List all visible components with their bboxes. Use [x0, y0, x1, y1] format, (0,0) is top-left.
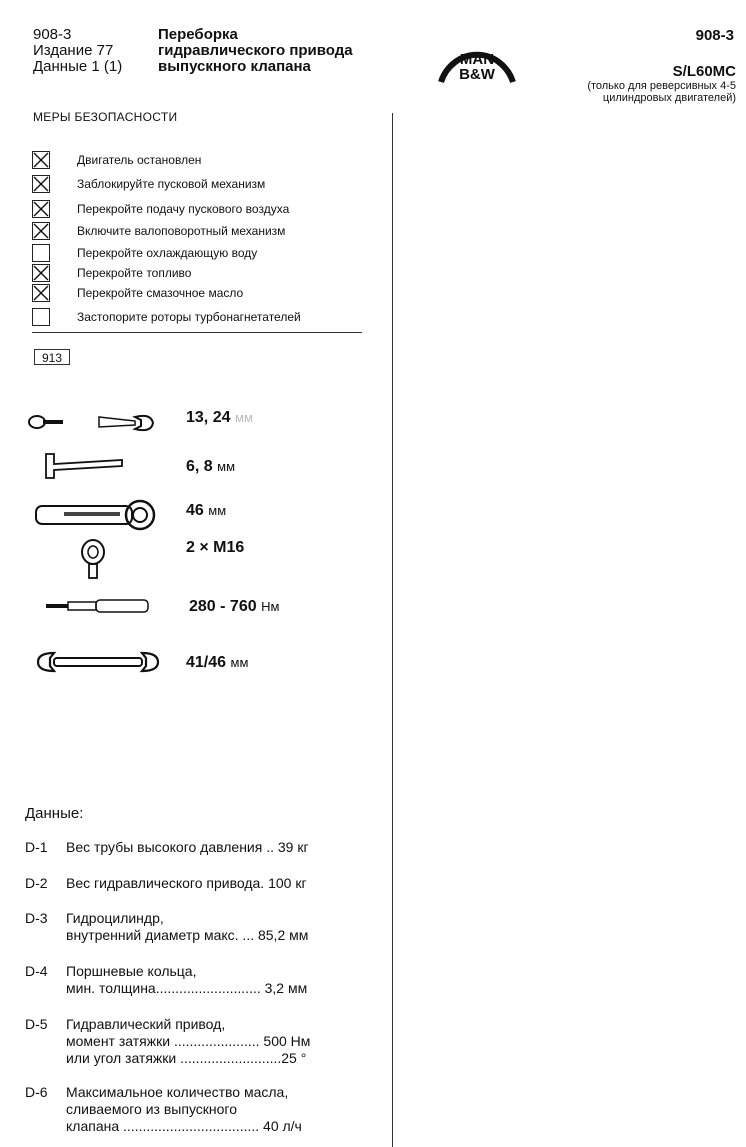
check-x-icon [33, 152, 49, 168]
data-row [25, 839, 365, 856]
data-row [25, 910, 365, 944]
safety-item-label: Перекройте охлаждающую воду [77, 246, 258, 260]
tool-value: 6, 8 [186, 458, 213, 475]
tool-unit: Нм [261, 599, 280, 614]
safety-item [32, 263, 191, 283]
engine-model: S/L60MC [672, 63, 736, 80]
title-line-1: Переборка [158, 26, 238, 43]
page-title [158, 27, 353, 75]
checkbox[interactable] [32, 200, 50, 218]
tool-unit: мм [230, 655, 249, 670]
data-text: Гидравлический привод, момент затяжки ...................... 500 Нм или угол затяжки ..........................25 ° [66, 1016, 311, 1066]
torque-wrench-icon [44, 597, 152, 620]
safety-item-label: Заблокируйте пусковой механизм [77, 177, 266, 191]
man-bw-logo [433, 30, 521, 90]
tool-spec [186, 458, 235, 476]
tool-value: 41/46 [186, 654, 227, 671]
safety-item [32, 199, 289, 219]
data-code: D-3 [25, 910, 48, 926]
section-divider [32, 332, 362, 333]
model-note-line-1: (только для реверсивных 4-5 [587, 80, 736, 92]
check-x-icon [33, 265, 49, 281]
check-x-icon [33, 176, 49, 192]
data-text: Максимальное количество масла, сливаемого из выпускного клапана ................................... 40 л/ч [66, 1084, 302, 1134]
data-row [25, 1084, 365, 1135]
eye-bolt-icon [80, 538, 106, 587]
tool-unit: мм [217, 459, 236, 474]
checkbox[interactable] [32, 175, 50, 193]
safety-item [32, 243, 257, 263]
ring-spanner-icon [34, 498, 158, 537]
check-x-icon [33, 285, 49, 301]
safety-item-label: Перекройте подачу пускового воздуха [77, 202, 290, 216]
tool-value: 13, 24 [186, 409, 231, 426]
tool-spec [186, 409, 253, 427]
tool-unit: мм [234, 410, 253, 425]
tool-spec [186, 502, 226, 520]
tool-unit: мм [208, 503, 227, 518]
hex-key-icon [42, 450, 126, 487]
safety-item-label: Двигатель остановлен [77, 153, 202, 167]
logo-text-man: MAN [459, 51, 495, 68]
tool-spec [186, 539, 244, 557]
safety-item [32, 174, 265, 194]
doc-info-number: 908-3 [33, 26, 72, 43]
title-line-2: гидравлического привода [158, 42, 353, 59]
model-note-line-2: цилиндровых двигателей) [602, 92, 736, 104]
checkbox[interactable] [32, 308, 50, 326]
safety-item [32, 307, 301, 327]
tool-spec [186, 654, 248, 672]
data-text: Вес трубы высокого давления .. 39 кг [66, 839, 309, 855]
safety-item-label: Включите валоповоротный механизм [77, 224, 286, 238]
logo-text-bw: B&W [459, 66, 495, 83]
safety-title: МЕРЫ БЕЗОПАСНОСТИ [33, 110, 178, 124]
tool-spec [189, 598, 279, 616]
tool-reference-tag: 913 [34, 349, 70, 365]
checkbox[interactable] [32, 284, 50, 302]
checkbox[interactable] [32, 222, 50, 240]
data-row [25, 963, 365, 997]
check-x-icon [33, 223, 49, 239]
check-x-icon [33, 201, 49, 217]
data-code: D-6 [25, 1084, 48, 1100]
checkbox[interactable] [32, 151, 50, 169]
title-line-3: выпускного клапана [158, 58, 311, 75]
data-code: D-2 [25, 875, 48, 891]
document-info [33, 27, 122, 75]
column-divider [392, 113, 393, 1147]
data-title: Данные: [25, 805, 84, 822]
checkbox[interactable] [32, 264, 50, 282]
data-row [25, 1016, 365, 1067]
doc-number: 908-3 [695, 27, 734, 44]
doc-info-edition: Издание 77 [33, 42, 114, 59]
tool-value: 280 - 760 [189, 598, 257, 615]
safety-item-label: Перекройте топливо [77, 266, 192, 280]
data-row [25, 875, 365, 892]
wrench-combo-icon [27, 409, 157, 440]
safety-item [32, 150, 201, 170]
tool-value: 2 × M16 [186, 539, 245, 556]
open-end-wrench-icon [36, 649, 160, 680]
data-code: D-5 [25, 1016, 48, 1032]
safety-item [32, 283, 243, 303]
checkbox[interactable] [32, 244, 50, 262]
data-code: D-4 [25, 963, 48, 979]
safety-item-label: Перекройте смазочное масло [77, 286, 244, 300]
data-text: Поршневые кольца, мин. толщина........................... 3,2 мм [66, 963, 308, 996]
tool-value: 46 [186, 502, 204, 519]
doc-info-data: Данные 1 (1) [33, 58, 123, 75]
safety-item [32, 221, 285, 241]
data-text: Гидроцилиндр, внутренний диаметр макс. ... 85,2 мм [66, 910, 309, 943]
model-note [587, 80, 736, 104]
safety-item-label: Застопорите роторы турбонагнетателей [77, 310, 301, 324]
data-code: D-1 [25, 839, 48, 855]
data-text: Вес гидравлического привода. 100 кг [66, 875, 307, 891]
